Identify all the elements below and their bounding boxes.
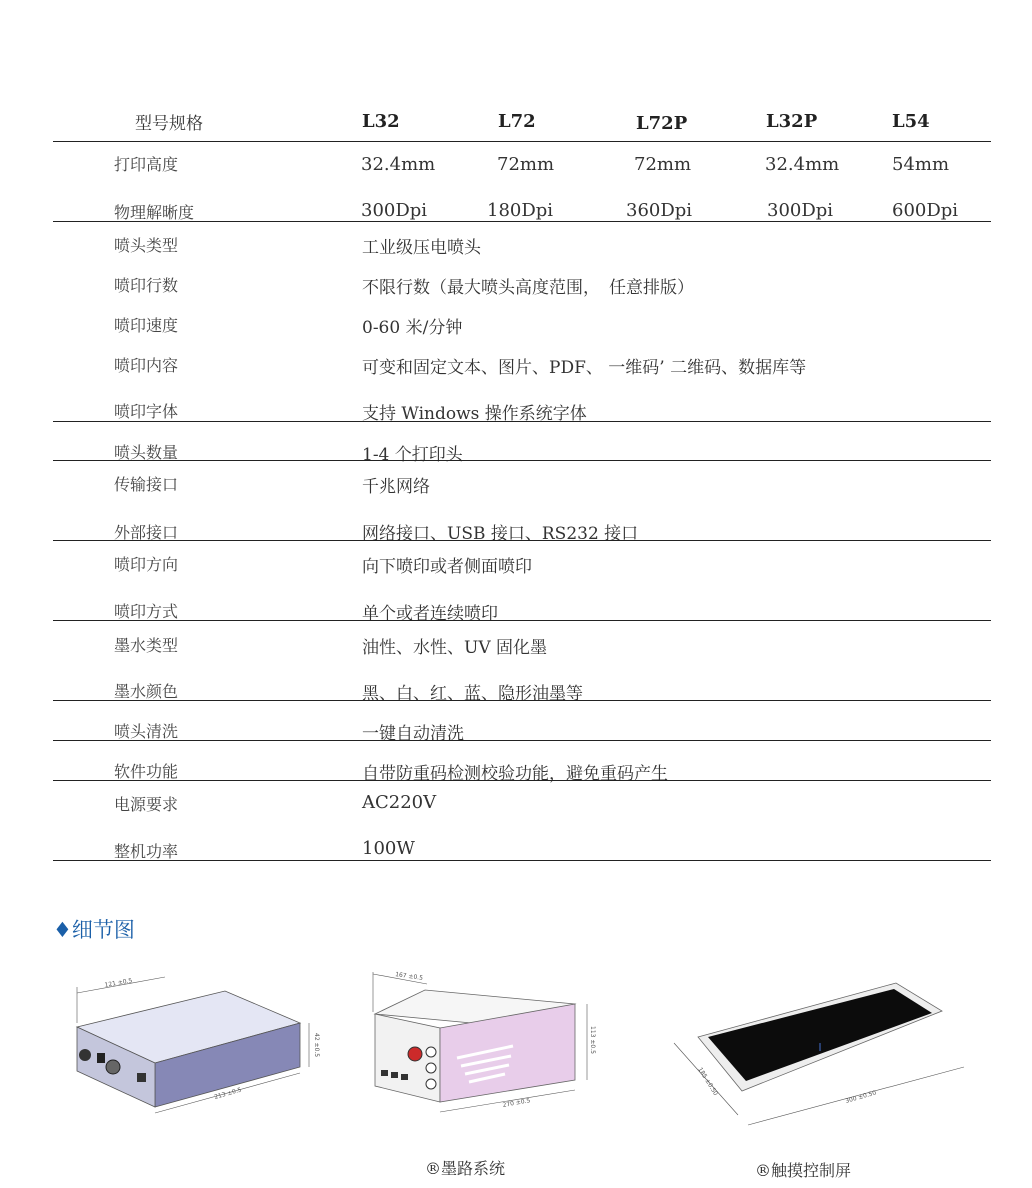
row-label-power-supply: 电源要求	[114, 795, 179, 814]
row-label-print-speed: 喷印速度	[114, 316, 179, 335]
caption-touch-screen: ®触摸控制屏	[755, 1161, 852, 1180]
table-rule	[53, 780, 991, 781]
row-value-software: 自带防重码检测校验功能，避免重码产生	[362, 764, 668, 784]
row-label-print-content: 喷印内容	[114, 356, 179, 375]
model-l54: L54	[892, 111, 930, 132]
dim-controller-h: 42 ±0.5	[313, 1033, 320, 1058]
row-value-print-direction: 向下喷印或者侧面喷印	[362, 557, 532, 577]
ink-system-image	[365, 962, 610, 1122]
row-value-power: 100W	[362, 838, 415, 859]
model-l72p: L72P	[636, 113, 688, 134]
dim-ink-top: 167 ±0.5	[394, 971, 424, 982]
row-label-print-height: 打印高度	[114, 155, 179, 174]
dim-screen-len: 300 ±0.50	[844, 1089, 878, 1105]
table-rule	[53, 540, 991, 541]
dim-ink-h: 113 ±0.5	[589, 1026, 596, 1054]
dim-controller-top: 121 ±0.5	[104, 977, 133, 989]
row-value-ink-color: 黑、白、红、蓝、隐形油墨等	[362, 684, 583, 704]
row-value-nozzle-type: 工业级压电喷头	[362, 238, 481, 258]
table-header-label: 型号规格	[135, 114, 203, 134]
print-height-l54: 54mm	[892, 154, 950, 175]
dim-screen-w: 185 ±0.50	[696, 1066, 720, 1097]
resolution-l72: 180Dpi	[487, 200, 554, 221]
print-height-l72: 72mm	[497, 154, 555, 175]
touch-screen-image	[660, 975, 980, 1140]
row-label-ink-type: 墨水类型	[114, 636, 179, 655]
row-label-transfer-interface: 传输接口	[114, 475, 179, 494]
row-label-external-interface: 外部接口	[114, 523, 179, 542]
row-value-power-supply: AC220V	[362, 792, 437, 813]
details-section-title: ♦细节图	[53, 918, 135, 942]
print-height-l72p: 72mm	[634, 154, 692, 175]
row-label-head-cleaning: 喷头清洗	[114, 722, 179, 741]
row-value-print-mode: 单个或者连续喷印	[362, 604, 498, 624]
row-label-print-direction: 喷印方向	[114, 555, 179, 574]
table-rule	[53, 740, 991, 741]
row-label-print-font: 喷印字体	[114, 402, 179, 421]
print-height-l32: 32.4mm	[361, 154, 436, 175]
resolution-l32p: 300Dpi	[767, 200, 834, 221]
table-rule	[53, 860, 991, 861]
row-label-ink-color: 墨水颜色	[114, 682, 179, 701]
row-value-transfer-interface: 千兆网络	[362, 477, 430, 497]
row-value-print-lines: 不限行数（最大喷头高度范围，	[362, 278, 600, 298]
row-label-head-count: 喷头数量	[114, 443, 179, 462]
row-value-external-interface: 网络接口、USB 接口、RS232 接口	[362, 524, 639, 544]
row-value-print-content: 可变和固定文本、图片、PDF、 一维码’ 二维码、数据库等	[362, 358, 807, 378]
table-rule	[53, 460, 991, 461]
row-value-print-font: 支持 Windows 操作系统字体	[362, 404, 587, 424]
model-l72: L72	[498, 111, 536, 132]
table-rule	[53, 141, 991, 142]
row-value-print-speed: 0-60 米/分钟	[362, 318, 463, 338]
row-label-nozzle-type: 喷头类型	[114, 236, 179, 255]
dim-ink-len: 270 ±0.5	[502, 1097, 531, 1109]
row-label-print-lines: 喷印行数	[114, 276, 179, 295]
controller-box-image	[65, 975, 335, 1125]
row-value-ink-type: 油性、水性、UV 固化墨	[362, 638, 548, 658]
resolution-l32: 300Dpi	[361, 200, 428, 221]
resolution-l72p: 360Dpi	[626, 200, 693, 221]
row-label-software: 软件功能	[114, 762, 179, 781]
table-rule	[53, 421, 991, 422]
print-height-l32p: 32.4mm	[765, 154, 840, 175]
row-value-head-cleaning: 一键自动清洗	[362, 724, 464, 744]
row-value-print-lines-2: 任意排版）	[609, 278, 694, 298]
table-rule	[53, 620, 991, 621]
resolution-l54: 600Dpi	[892, 200, 959, 221]
model-l32: L32	[362, 111, 400, 132]
dim-controller-len: 213 ±0.5	[213, 1086, 243, 1101]
row-value-head-count: 1-4 个打印头	[362, 445, 463, 465]
table-rule	[53, 700, 991, 701]
table-rule	[53, 221, 991, 222]
row-label-power: 整机功率	[114, 842, 179, 861]
row-label-print-mode: 喷印方式	[114, 602, 179, 621]
row-label-resolution: 物理解晰度	[114, 203, 195, 222]
model-l32p: L32P	[766, 111, 818, 132]
caption-ink-system: ®墨路系统	[425, 1159, 506, 1178]
